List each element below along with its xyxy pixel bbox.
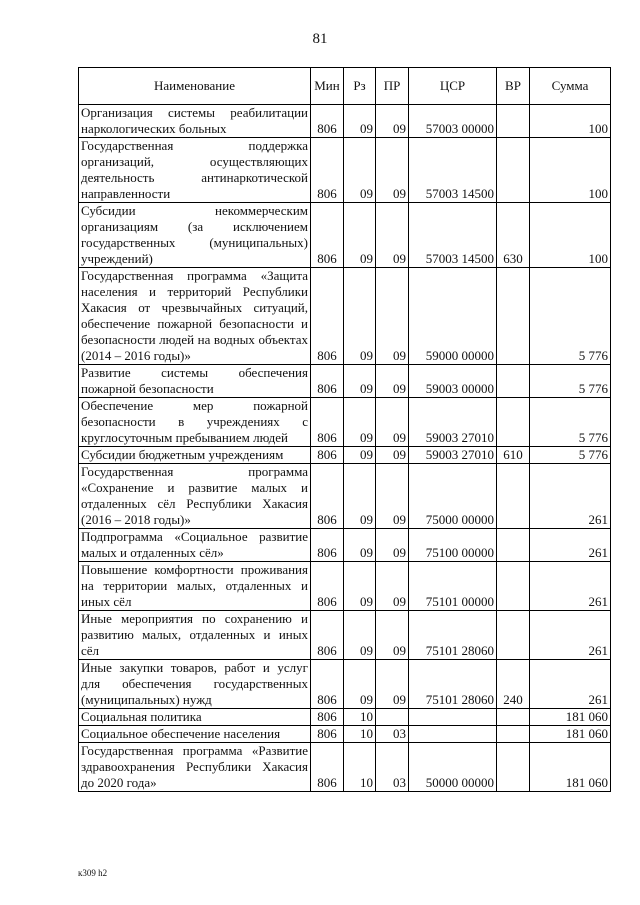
row-csr: 75100 00000 xyxy=(409,529,497,562)
row-sum: 261 xyxy=(530,529,611,562)
table-header-row xyxy=(79,68,611,105)
row-vr xyxy=(497,743,530,792)
row-name: Повышение комфортности проживания на территории малых, отдаленных и иных сёл xyxy=(79,562,311,611)
column-header-pr: ПР xyxy=(376,68,409,105)
row-vr xyxy=(497,398,530,447)
row-vr xyxy=(497,726,530,743)
row-csr: 75000 00000 xyxy=(409,464,497,529)
row-rz: 09 xyxy=(344,398,376,447)
row-pr: 09 xyxy=(376,660,409,709)
row-vr xyxy=(497,138,530,203)
row-pr: 09 xyxy=(376,464,409,529)
row-pr: 09 xyxy=(376,611,409,660)
table-row xyxy=(79,709,611,726)
row-min: 806 xyxy=(311,398,344,447)
row-sum: 5 776 xyxy=(530,447,611,464)
row-rz: 10 xyxy=(344,743,376,792)
row-pr: 09 xyxy=(376,562,409,611)
row-csr: 75101 28060 xyxy=(409,611,497,660)
row-csr: 59003 27010 xyxy=(409,447,497,464)
row-name: Социальное обеспечение населения xyxy=(79,726,311,743)
row-min: 806 xyxy=(311,105,344,138)
row-sum: 181 060 xyxy=(530,743,611,792)
row-pr: 09 xyxy=(376,529,409,562)
row-rz: 09 xyxy=(344,464,376,529)
row-sum: 100 xyxy=(530,203,611,268)
row-name: Развитие системы обеспечения пожарной безопасности xyxy=(79,365,311,398)
row-name: Субсидии некоммерческим организациям (за исключением государственных (муниципальных) учреждений) xyxy=(79,203,311,268)
row-vr xyxy=(497,105,530,138)
row-csr: 57003 00000 xyxy=(409,105,497,138)
row-rz: 09 xyxy=(344,447,376,464)
budget-table xyxy=(78,67,611,792)
row-pr: 03 xyxy=(376,743,409,792)
row-csr xyxy=(409,726,497,743)
table-row xyxy=(79,447,611,464)
column-header-vr: ВР xyxy=(497,68,530,105)
row-min: 806 xyxy=(311,268,344,365)
table-row xyxy=(79,464,611,529)
row-vr xyxy=(497,464,530,529)
row-sum: 261 xyxy=(530,562,611,611)
row-min: 806 xyxy=(311,447,344,464)
column-header-sum: Сумма xyxy=(530,68,611,105)
row-csr: 59003 27010 xyxy=(409,398,497,447)
row-csr: 57003 14500 xyxy=(409,203,497,268)
row-min: 806 xyxy=(311,611,344,660)
row-pr: 09 xyxy=(376,138,409,203)
column-header-rz: Рз xyxy=(344,68,376,105)
row-rz: 09 xyxy=(344,105,376,138)
row-sum: 261 xyxy=(530,464,611,529)
row-sum: 5 776 xyxy=(530,398,611,447)
row-min: 806 xyxy=(311,660,344,709)
row-csr: 59003 00000 xyxy=(409,365,497,398)
row-csr: 75101 00000 xyxy=(409,562,497,611)
table-row xyxy=(79,562,611,611)
table-row xyxy=(79,611,611,660)
row-rz: 09 xyxy=(344,138,376,203)
row-rz: 09 xyxy=(344,611,376,660)
row-sum: 261 xyxy=(530,611,611,660)
row-min: 806 xyxy=(311,138,344,203)
column-header-name: Наименование xyxy=(79,68,311,105)
column-header-csr: ЦСР xyxy=(409,68,497,105)
row-pr: 03 xyxy=(376,726,409,743)
row-sum: 181 060 xyxy=(530,709,611,726)
row-name: Иные мероприятия по сохранению и развитию малых, отдаленных и иных сёл xyxy=(79,611,311,660)
row-name: Организация системы реабилитации наркологических больных xyxy=(79,105,311,138)
row-rz: 09 xyxy=(344,365,376,398)
column-header-min: Мин xyxy=(311,68,344,105)
document-code: к309 h2 xyxy=(78,868,108,878)
row-pr: 09 xyxy=(376,365,409,398)
row-csr: 50000 00000 xyxy=(409,743,497,792)
row-csr: 57003 14500 xyxy=(409,138,497,203)
row-min: 806 xyxy=(311,365,344,398)
page-number: 81 xyxy=(312,31,328,47)
table-row xyxy=(79,743,611,792)
row-vr: 240 xyxy=(497,660,530,709)
row-vr xyxy=(497,611,530,660)
row-min: 806 xyxy=(311,709,344,726)
row-sum: 261 xyxy=(530,660,611,709)
row-sum: 100 xyxy=(530,138,611,203)
table-row xyxy=(79,398,611,447)
row-rz: 09 xyxy=(344,203,376,268)
row-csr xyxy=(409,709,497,726)
row-vr xyxy=(497,709,530,726)
row-vr xyxy=(497,562,530,611)
row-csr: 59000 00000 xyxy=(409,268,497,365)
row-sum: 181 060 xyxy=(530,726,611,743)
row-min: 806 xyxy=(311,726,344,743)
row-sum: 5 776 xyxy=(530,268,611,365)
row-csr: 75101 28060 xyxy=(409,660,497,709)
row-pr: 09 xyxy=(376,203,409,268)
row-min: 806 xyxy=(311,203,344,268)
row-name: Государственная программа «Развитие здравоохранения Республики Хакасия до 2020 года» xyxy=(79,743,311,792)
row-pr: 09 xyxy=(376,105,409,138)
row-pr: 09 xyxy=(376,447,409,464)
table-row xyxy=(79,203,611,268)
row-rz: 09 xyxy=(344,562,376,611)
row-vr xyxy=(497,529,530,562)
row-name: Государственная программа «Сохранение и развитие малых и отдаленных сёл Республики Хакасия (2016 – 2018 годы)» xyxy=(79,464,311,529)
row-pr: 09 xyxy=(376,398,409,447)
row-name: Субсидии бюджетным учреждениям xyxy=(79,447,311,464)
table-row xyxy=(79,726,611,743)
row-rz: 09 xyxy=(344,268,376,365)
table-row xyxy=(79,105,611,138)
row-name: Государственная поддержка организаций, осуществляющих деятельность антинаркотической направленности xyxy=(79,138,311,203)
row-rz: 10 xyxy=(344,726,376,743)
row-pr xyxy=(376,709,409,726)
row-sum: 5 776 xyxy=(530,365,611,398)
row-vr: 630 xyxy=(497,203,530,268)
row-rz: 10 xyxy=(344,709,376,726)
row-name: Обеспечение мер пожарной безопасности в учреждениях с круглосуточным пребыванием людей xyxy=(79,398,311,447)
row-rz: 09 xyxy=(344,529,376,562)
row-min: 806 xyxy=(311,562,344,611)
row-vr xyxy=(497,365,530,398)
row-min: 806 xyxy=(311,529,344,562)
row-vr xyxy=(497,268,530,365)
row-min: 806 xyxy=(311,743,344,792)
table-row xyxy=(79,365,611,398)
row-min: 806 xyxy=(311,464,344,529)
row-sum: 100 xyxy=(530,105,611,138)
row-name: Подпрограмма «Социальное развитие малых и отдаленных сёл» xyxy=(79,529,311,562)
table-row xyxy=(79,138,611,203)
table-row xyxy=(79,529,611,562)
row-rz: 09 xyxy=(344,660,376,709)
row-vr: 610 xyxy=(497,447,530,464)
row-pr: 09 xyxy=(376,268,409,365)
table-row xyxy=(79,268,611,365)
row-name: Социальная политика xyxy=(79,709,311,726)
row-name: Государственная программа «Защита населения и территорий Республики Хакасия от чрезвычайных ситуаций, обеспечение пожарной безопасности и безопасности людей на водных объектах (2014 – 2016 годы)» xyxy=(79,268,311,365)
table-row xyxy=(79,660,611,709)
row-name: Иные закупки товаров, работ и услуг для обеспечения государственных (муниципальных) нужд xyxy=(79,660,311,709)
